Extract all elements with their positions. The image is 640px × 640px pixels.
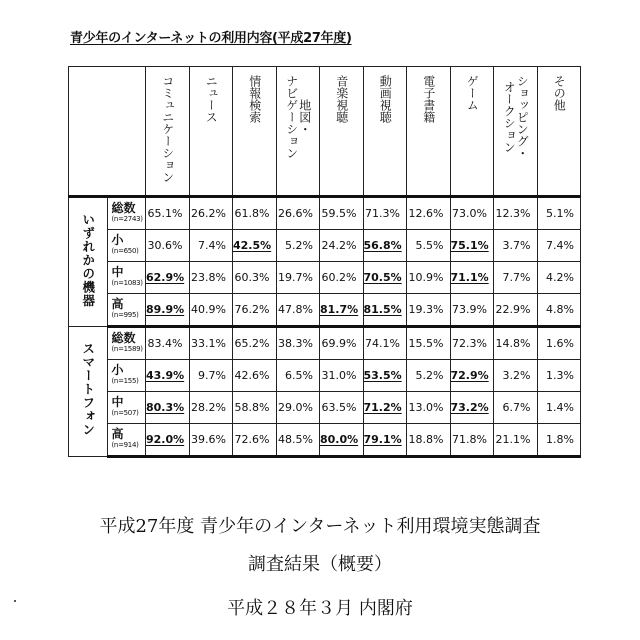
value-cell-highlighted: 71.2% bbox=[363, 392, 407, 424]
value-cell-highlighted: 71.1% bbox=[450, 262, 494, 294]
document-title: 青少年のインターネットの利用内容(平成27年度) bbox=[70, 31, 352, 46]
source-report-title: 調査結果（概要） bbox=[248, 554, 392, 575]
value-cell: 6.5% bbox=[276, 360, 320, 392]
value-cell-highlighted: 75.1% bbox=[450, 230, 494, 262]
device-group-label bbox=[69, 197, 108, 327]
value-cell-highlighted: 42.5% bbox=[233, 230, 277, 262]
value-cell: 4.2% bbox=[537, 262, 581, 294]
school-level-cell bbox=[107, 327, 146, 360]
table-row bbox=[69, 327, 581, 360]
value-cell-highlighted: 43.9% bbox=[146, 360, 190, 392]
column-header bbox=[146, 67, 190, 197]
value-cell: 29.0% bbox=[276, 392, 320, 424]
value-cell: 28.2% bbox=[189, 392, 233, 424]
school-level-label: 高 bbox=[111, 296, 124, 311]
value-cell: 59.5% bbox=[320, 197, 364, 230]
value-cell-highlighted: 81.7% bbox=[320, 294, 364, 327]
value-cell: 83.4% bbox=[146, 327, 190, 360]
column-header-label: コミュニケーション bbox=[160, 75, 175, 183]
value-cell: 61.8% bbox=[233, 197, 277, 230]
value-cell-highlighted: 79.1% bbox=[363, 424, 407, 457]
sample-size: (n=1589) bbox=[111, 344, 143, 353]
column-header bbox=[450, 67, 494, 197]
school-level-label: 中 bbox=[111, 264, 124, 279]
value-cell: 60.2% bbox=[320, 262, 364, 294]
sample-size: (n=995) bbox=[111, 310, 139, 319]
value-cell: 60.3% bbox=[233, 262, 277, 294]
value-cell: 23.8% bbox=[189, 262, 233, 294]
value-cell: 76.2% bbox=[233, 294, 277, 327]
value-cell: 3.7% bbox=[494, 230, 538, 262]
value-cell: 12.6% bbox=[407, 197, 451, 230]
corner-cell bbox=[69, 67, 146, 197]
value-cell: 39.6% bbox=[189, 424, 233, 457]
table-body bbox=[69, 197, 581, 457]
school-level-label: 小 bbox=[111, 362, 124, 377]
device-group-label bbox=[69, 327, 108, 457]
table-row bbox=[69, 424, 581, 457]
value-cell-highlighted: 56.8% bbox=[363, 230, 407, 262]
value-cell: 74.1% bbox=[363, 327, 407, 360]
value-cell: 22.9% bbox=[494, 294, 538, 327]
column-header-label: ショッピング・ オークション bbox=[502, 75, 530, 159]
value-cell-highlighted: 89.9% bbox=[146, 294, 190, 327]
value-cell: 18.8% bbox=[407, 424, 451, 457]
column-header bbox=[537, 67, 581, 197]
column-header bbox=[320, 67, 364, 197]
value-cell: 24.2% bbox=[320, 230, 364, 262]
school-level-label: 中 bbox=[111, 394, 124, 409]
value-cell: 72.6% bbox=[233, 424, 277, 457]
sample-size: (n=2743) bbox=[111, 214, 143, 223]
value-cell: 5.1% bbox=[537, 197, 581, 230]
column-header bbox=[233, 67, 277, 197]
value-cell-highlighted: 73.2% bbox=[450, 392, 494, 424]
value-cell: 21.1% bbox=[494, 424, 538, 457]
value-cell-highlighted: 92.0% bbox=[146, 424, 190, 457]
value-cell-highlighted: 72.9% bbox=[450, 360, 494, 392]
column-header-label: 動画視聴 bbox=[378, 75, 393, 123]
value-cell: 9.7% bbox=[189, 360, 233, 392]
source-publisher-date: 平成２８年３月 内閣府 bbox=[227, 598, 413, 619]
table-row bbox=[69, 197, 581, 230]
school-level-label: 総数 bbox=[111, 200, 136, 215]
column-header-label: その他 bbox=[552, 75, 567, 111]
value-cell: 1.4% bbox=[537, 392, 581, 424]
value-cell: 7.7% bbox=[494, 262, 538, 294]
value-cell: 65.2% bbox=[233, 327, 277, 360]
value-cell: 30.6% bbox=[146, 230, 190, 262]
column-header bbox=[494, 67, 538, 197]
sample-size: (n=650) bbox=[111, 246, 139, 255]
value-cell: 10.9% bbox=[407, 262, 451, 294]
value-cell: 4.8% bbox=[537, 294, 581, 327]
sample-size: (n=507) bbox=[111, 408, 139, 417]
school-level-cell bbox=[107, 424, 146, 457]
value-cell: 7.4% bbox=[537, 230, 581, 262]
value-cell: 1.8% bbox=[537, 424, 581, 457]
column-header-label: 情報検索 bbox=[247, 75, 262, 123]
school-level-cell bbox=[107, 197, 146, 230]
device-group-text: スマートフォン bbox=[80, 342, 96, 437]
value-cell: 33.1% bbox=[189, 327, 233, 360]
school-level-cell bbox=[107, 360, 146, 392]
value-cell: 73.9% bbox=[450, 294, 494, 327]
value-cell: 63.5% bbox=[320, 392, 364, 424]
column-header-label: ゲーム bbox=[465, 75, 480, 111]
value-cell: 42.6% bbox=[233, 360, 277, 392]
value-cell: 6.7% bbox=[494, 392, 538, 424]
column-header bbox=[189, 67, 233, 197]
school-level-label: 総数 bbox=[111, 330, 136, 345]
school-level-label: 小 bbox=[111, 232, 124, 247]
school-level-label: 高 bbox=[111, 426, 124, 441]
value-cell: 19.7% bbox=[276, 262, 320, 294]
school-level-cell bbox=[107, 392, 146, 424]
value-cell: 48.5% bbox=[276, 424, 320, 457]
table-row bbox=[69, 230, 581, 262]
value-cell: 69.9% bbox=[320, 327, 364, 360]
value-cell: 73.0% bbox=[450, 197, 494, 230]
value-cell: 5.2% bbox=[276, 230, 320, 262]
value-cell: 58.8% bbox=[233, 392, 277, 424]
value-cell: 71.3% bbox=[363, 197, 407, 230]
scan-speck bbox=[14, 600, 16, 602]
value-cell: 7.4% bbox=[189, 230, 233, 262]
sample-size: (n=155) bbox=[111, 376, 139, 385]
column-header-label: 音楽視聴 bbox=[334, 75, 349, 123]
source-survey-name: 平成27年度 青少年のインターネット利用環境実態調査 bbox=[99, 516, 541, 537]
column-header bbox=[276, 67, 320, 197]
value-cell: 12.3% bbox=[494, 197, 538, 230]
value-cell: 5.2% bbox=[407, 360, 451, 392]
sample-size: (n=1083) bbox=[111, 278, 143, 287]
value-cell-highlighted: 80.3% bbox=[146, 392, 190, 424]
table-row bbox=[69, 392, 581, 424]
usage-table bbox=[68, 66, 581, 458]
value-cell: 3.2% bbox=[494, 360, 538, 392]
value-cell: 38.3% bbox=[276, 327, 320, 360]
value-cell: 13.0% bbox=[407, 392, 451, 424]
value-cell: 40.9% bbox=[189, 294, 233, 327]
column-header-label: 地図・ ナビゲーション bbox=[284, 75, 312, 159]
table-row bbox=[69, 294, 581, 327]
value-cell: 19.3% bbox=[407, 294, 451, 327]
value-cell: 65.1% bbox=[146, 197, 190, 230]
value-cell-highlighted: 81.5% bbox=[363, 294, 407, 327]
value-cell: 14.8% bbox=[494, 327, 538, 360]
device-group-text: いずれかの機器 bbox=[80, 212, 96, 308]
value-cell-highlighted: 80.0% bbox=[320, 424, 364, 457]
sample-size: (n=914) bbox=[111, 440, 139, 449]
value-cell: 72.3% bbox=[450, 327, 494, 360]
value-cell: 71.8% bbox=[450, 424, 494, 457]
value-cell-highlighted: 70.5% bbox=[363, 262, 407, 294]
value-cell: 1.6% bbox=[537, 327, 581, 360]
value-cell: 5.5% bbox=[407, 230, 451, 262]
column-header-label: ニュース bbox=[204, 75, 219, 123]
school-level-cell bbox=[107, 262, 146, 294]
column-header-label: 電子書籍 bbox=[421, 75, 436, 123]
value-cell: 26.2% bbox=[189, 197, 233, 230]
table-row bbox=[69, 262, 581, 294]
column-header bbox=[363, 67, 407, 197]
value-cell-highlighted: 53.5% bbox=[363, 360, 407, 392]
value-cell-highlighted: 62.9% bbox=[146, 262, 190, 294]
column-header bbox=[407, 67, 451, 197]
table-row bbox=[69, 360, 581, 392]
value-cell: 47.8% bbox=[276, 294, 320, 327]
value-cell: 1.3% bbox=[537, 360, 581, 392]
school-level-cell bbox=[107, 230, 146, 262]
value-cell: 31.0% bbox=[320, 360, 364, 392]
header-row bbox=[69, 67, 581, 197]
value-cell: 26.6% bbox=[276, 197, 320, 230]
school-level-cell bbox=[107, 294, 146, 327]
value-cell: 15.5% bbox=[407, 327, 451, 360]
